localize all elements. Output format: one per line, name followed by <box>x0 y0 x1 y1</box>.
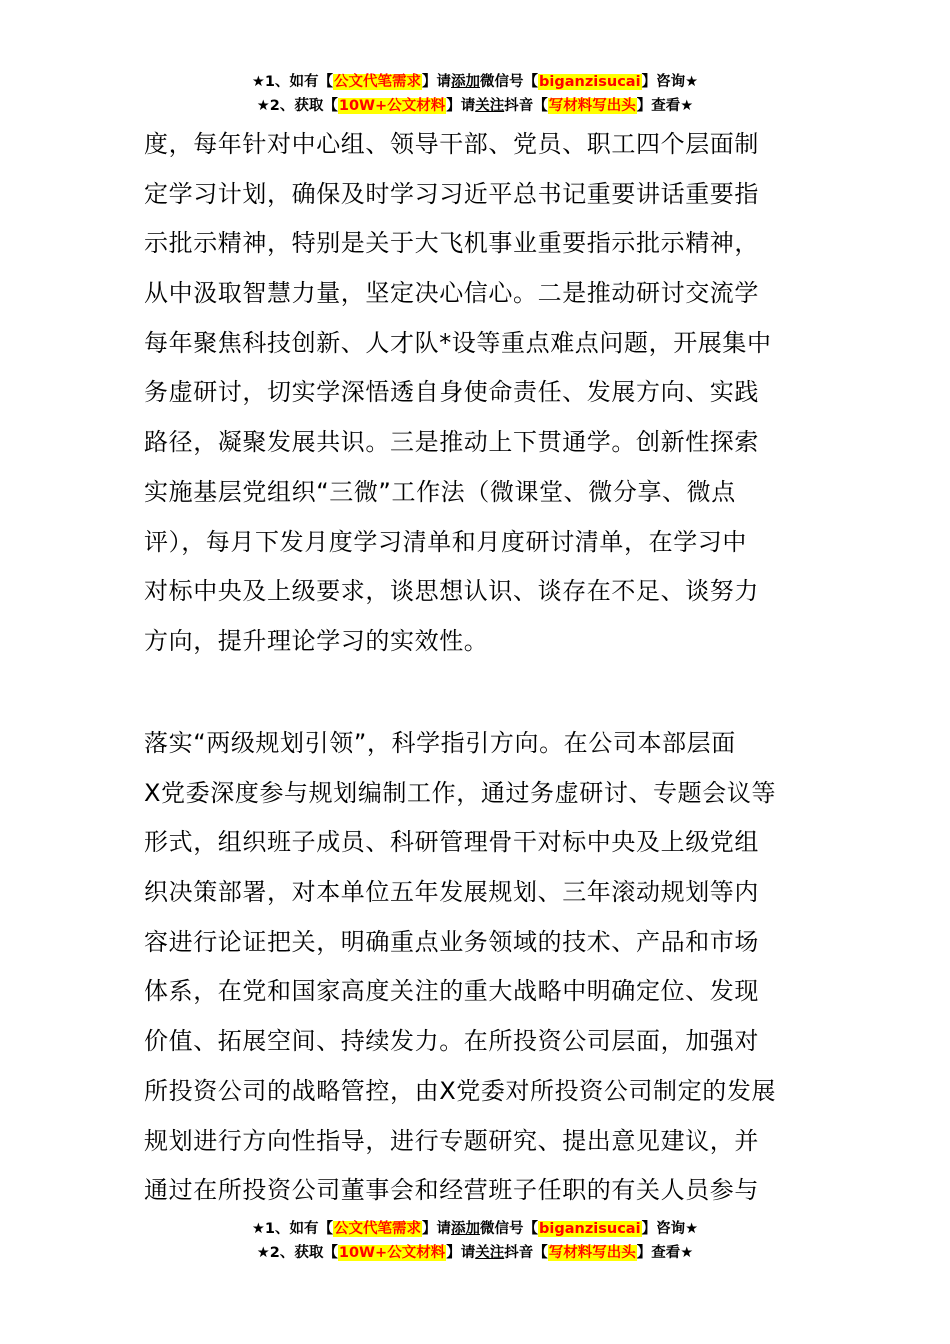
banner-text: 微信号【 <box>480 74 539 90</box>
highlight-service: 公文代笔需求 <box>334 74 422 90</box>
banner-text: 】请 <box>446 98 476 114</box>
banner-underline: 添加 <box>451 1221 481 1237</box>
banner-text: 微信号【 <box>480 1221 539 1237</box>
banner-underline: 添加 <box>451 74 481 90</box>
text-line: 方向，提升理论学习的实效性。 <box>144 626 489 655</box>
banner-line-1 <box>0 1217 950 1241</box>
highlight-douyin: 写材料写出头 <box>548 1245 636 1261</box>
text-line: 体系，在党和国家高度关注的重大战略中明确定位、发现 <box>144 977 759 1006</box>
banner-text: ★1、如有【 <box>251 74 334 90</box>
banner-line-2 <box>0 1241 950 1265</box>
text-line: 每年聚焦科技创新、人才队*设等重点难点问题，开展集中 <box>144 328 772 357</box>
banner-underline: 关注 <box>475 98 505 114</box>
text-line: 所投资公司的战略管控，由X党委对所投资公司制定的发展 <box>144 1076 777 1105</box>
highlight-wechat-id: biganzisucai <box>539 74 641 90</box>
text-line: 务虚研讨，切实学深悟透自身使命责任、发展方向、实践 <box>144 378 759 407</box>
paragraph-2 <box>144 719 808 1216</box>
text-line: 示批示精神，特别是关于大飞机事业重要指示批示精神， <box>144 229 759 258</box>
text-line: 形式，组织班子成员、科研管理骨干对标中央及上级党组 <box>144 828 759 857</box>
top-banner <box>0 70 950 118</box>
text-line: 通过在所投资公司董事会和经营班子任职的有关人员参与 <box>144 1176 759 1205</box>
highlight-materials: 10W+公文材料 <box>338 1245 446 1261</box>
highlight-materials: 10W+公文材料 <box>338 98 446 114</box>
banner-text: 】咨询★ <box>641 1221 699 1237</box>
text-line: 织决策部署，对本单位五年发展规划、三年滚动规划等内 <box>144 878 759 907</box>
paragraph-1 <box>144 120 808 667</box>
bottom-banner <box>0 1217 950 1265</box>
banner-text: 】查看★ <box>636 98 694 114</box>
text-line: 评），每月下发月度学习清单和月度研讨清单，在学习中 <box>144 527 747 556</box>
text-line: 从中汲取智慧力量，坚定决心信心。二是推动研讨交流学 <box>144 279 759 308</box>
text-line: 实施基层党组织“三微”工作法（微课堂、微分享、微点 <box>144 477 736 506</box>
banner-text: 】请 <box>422 1221 452 1237</box>
text-line: 规划进行方向性指导，进行专题研究、提出意见建议，并 <box>144 1126 759 1155</box>
banner-text: 】咨询★ <box>641 74 699 90</box>
banner-underline: 关注 <box>475 1245 505 1261</box>
banner-text: 】查看★ <box>636 1245 694 1261</box>
text-line: X党委深度参与规划编制工作，通过务虚研讨、专题会议等 <box>144 778 777 807</box>
banner-line-2 <box>0 94 950 118</box>
banner-text: ★2、获取【 <box>256 1245 338 1261</box>
banner-text: 抖音【 <box>504 98 548 114</box>
highlight-service: 公文代笔需求 <box>334 1221 422 1237</box>
text-line: 落实“两级规划引领”，科学指引方向。在公司本部层面 <box>144 729 736 757</box>
text-line: 度，每年针对中心组、领导干部、党员、职工四个层面制 <box>144 130 759 158</box>
banner-text: 】请 <box>422 74 452 90</box>
banner-line-1 <box>0 70 950 94</box>
banner-text: 抖音【 <box>504 1245 548 1261</box>
highlight-wechat-id: biganzisucai <box>539 1221 641 1237</box>
banner-text: 】请 <box>446 1245 476 1261</box>
text-line: 路径，凝聚发展共识。三是推动上下贯通学。创新性探索 <box>144 428 759 457</box>
text-line: 对标中央及上级要求，谈思想认识、谈存在不足、谈努力 <box>144 577 759 606</box>
banner-text: ★2、获取【 <box>256 98 338 114</box>
text-line: 价值、拓展空间、持续发力。在所投资公司层面，加强对 <box>144 1027 759 1056</box>
banner-text: ★1、如有【 <box>251 1221 334 1237</box>
text-line: 容进行论证把关，明确重点业务领域的技术、产品和市场 <box>144 927 759 956</box>
text-line: 定学习计划，确保及时学习习近平总书记重要讲话重要指 <box>144 179 759 208</box>
highlight-douyin: 写材料写出头 <box>548 98 636 114</box>
